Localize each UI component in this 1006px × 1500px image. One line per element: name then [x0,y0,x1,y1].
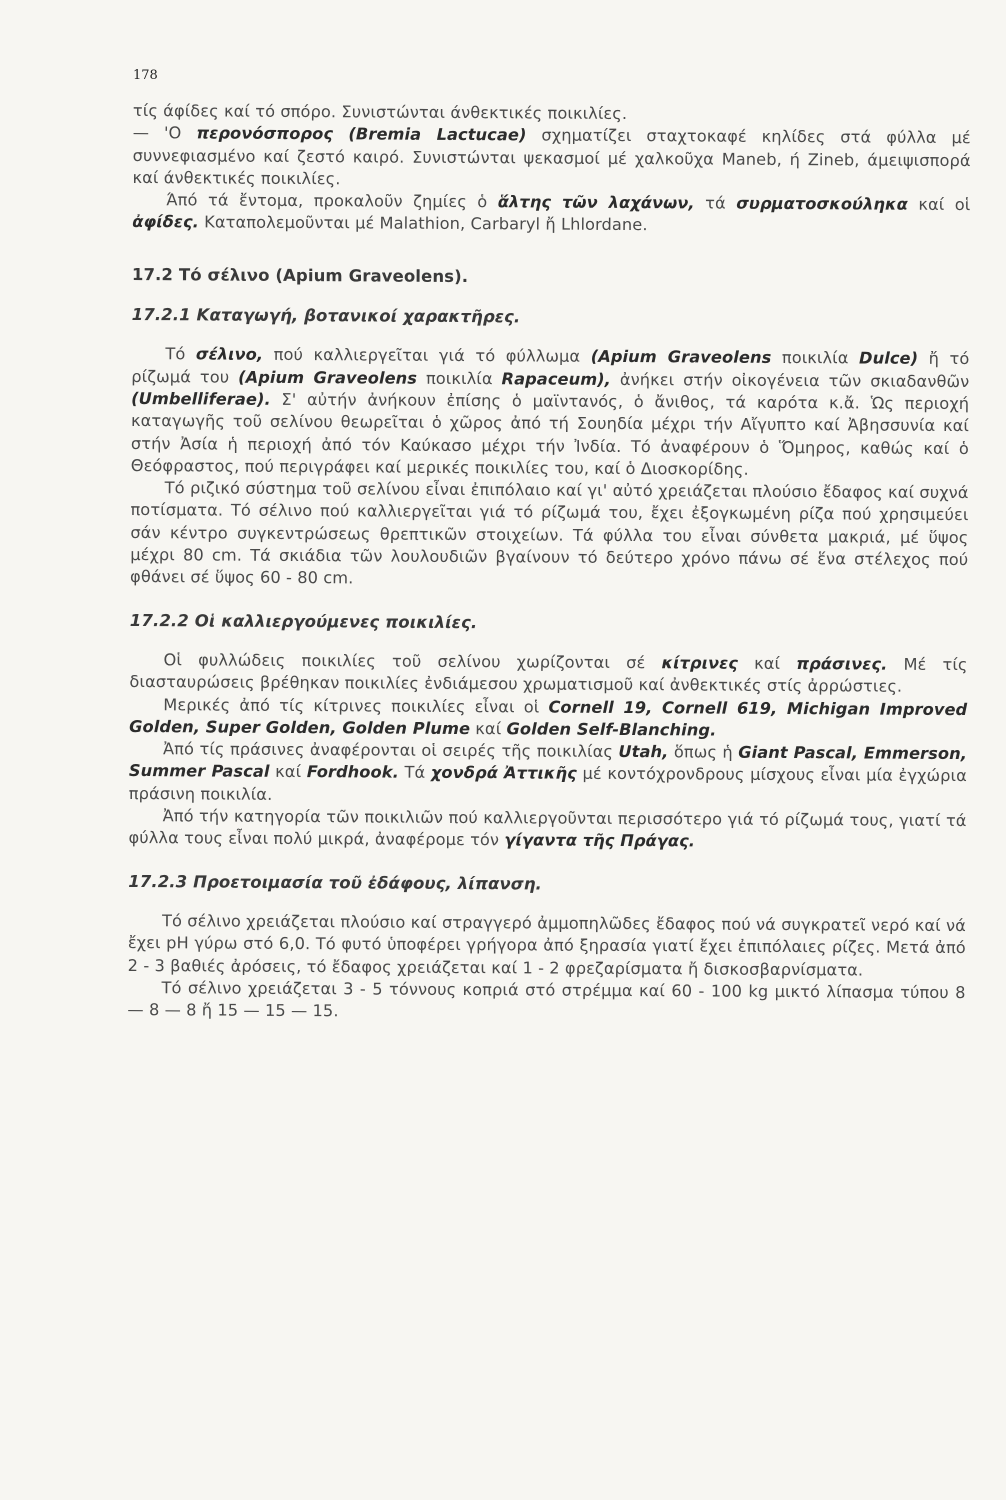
page-number: 178 [133,68,158,83]
text-run: Άπό τά ἔντομα, προκαλοῦν ζημίες ὁ [166,190,498,212]
text-run: Ἀπό τίς πράσινες ἀναφέρονται οἱ σειρές τῆς ποικιλίας [162,739,619,762]
paragraph-root-varieties [128,805,966,855]
paragraph-root-system: Τό ριζικό σύστημα τοῦ σελίνου εἶναι ἐπιπόλαιο καί γι' αὐτό χρειάζεται πλούσιο ἔδαφος καί συχνά ποτίσματα. Τό σέλινο πού καλλιεργεῖται γιά τό ρίζωμά του, ἔχει ἐξογκωμένη ρίζα πού χρησιμεύει σάν κέντρο συγκεντρώσεως θρεπτικῶν στοιχείων. Τά φύλλα του εἶναι σύνθετα μακριά, μέ ὕψος μέχρι 80 cm. Τά σκιάδια τῶν λουλουδιῶν βγαίνουν τό δεύτερο χρόνο πάνω σέ ἕνα στέλεχος πού φθάνει σέ ὕψος 60 - 80 cm. [130,478,969,588]
paragraph-green-varieties [129,738,967,810]
text-run: ἀνήκει στήν οἰκογένεια τῶν σκιαδανθῶν [610,369,970,391]
term-peronospora: περονόσπορος (Bremia Lactucae) [196,123,527,145]
text-run: Μέ τίς διασταυρώσεις βρέθηκαν ποικιλίες ἐνδιάμεσου χρωματισμοῦ καί ἀνθεκτικές στίς ἀρρώστιες. [129,654,968,696]
text-run: καί [470,718,507,739]
paragraph-varieties-intro [129,649,967,699]
term-variety-list: Fordhook. [306,762,399,783]
text-run: Καταπολεμοῦνται μέ Malathion, Carbaryl ἤ Lhlordane. [198,212,648,235]
term-variety-list: Utah, [618,742,669,762]
term-wireworms: συρματοσκούληκα [736,193,908,214]
text-run: τά [694,193,737,213]
text-run: σχηματίζει σταχτοκαφέ κηλίδες στά φύλλα μέ συννεφιασμένο καί ζεστό καιρό. Συνιστώνται ψεκασμοί μέ χαλκοῦχα Maneb, ή Zineb, άμειψισπορά καί άνθεκτικές ποικιλίες. [132,125,971,189]
term-latin: (Apium Graveolens [590,347,772,368]
term-variety-list: Golden Self-Blanching. [506,719,717,740]
text-run: καί [269,762,307,782]
section-title-17-2: 17.2 Τό σέλινο (Apium Graveolens). [131,264,469,286]
section-title-17-2-2: 17.2.2 Οἱ καλλιεργούμενες ποικιλίες. [129,610,478,632]
term-yellow: κίτρινες [661,653,739,673]
term-variety-list: Cornell 19, Cornell 619, Michigan Improved Golden, Super Golden, Golden Plume [129,697,968,738]
text-run: Ἀπό τήν κατηγορία τῶν ποικιλιῶν πού καλλιεργοῦνται περισσότερο γιά τό ρίζωμά τους, γιατί τά φύλλα τους εἶναι πολύ μικρά, ἀναφέρομε τόν [128,806,967,850]
text-run: πού καλλιεργεῖται γιά τό φύλλωμα [263,345,591,367]
text-run: μέ κοντόχρονδρους μίσχους εἶναι μία ἐγχώρια πράσινη ποικιλία. [128,764,967,804]
term-selino: σέλινο, [195,344,264,365]
term-variety-list: γίγαντα τῆς Πράγας. [504,830,696,851]
page-body [127,100,971,1026]
text-run: ὅπως ἡ [668,742,739,762]
term-altis: ἅλτης τῶν λαχάνων, [497,192,695,213]
prev-section-peronospora [132,122,970,194]
text-run: ποικιλία [417,368,502,388]
prev-section-insects [132,189,970,239]
prev-section-line-1: τίς άφίδες καί τό σπόρο. Συνιστώνται άνθεκτικές ποικιλίες. [132,100,628,124]
text-run: Οἱ φυλλώδεις ποικιλίες τοῦ σελίνου χωρίζονται σέ [163,650,662,673]
paragraph-yellow-varieties [129,694,967,744]
text-run: Τό [165,344,197,364]
section-title-17-2-3: 17.2.3 Προετοιμασία τοῦ ἐδάφους, λίπανση. [128,871,543,894]
term-latin: Rapaceum), [501,368,612,389]
paragraph-fertilizer: Τό σέλινο χρειάζεται 3 - 5 τόννους κοπριά στό στρέμμα καί 60 - 100 kg μικτό λίπασμα τύπου 8 — 8 — 8 ἤ 15 — 15 — 15. [127,977,966,1021]
text-run: Τά [398,763,431,783]
term-latin: Dulce) [859,348,919,369]
text-run: καί [737,653,797,673]
text-run: καί οἱ [907,194,971,215]
term-latin: (Apium Graveolens [238,367,418,388]
term-variety-list: Giant Pascal, Emmerson, Summer Pascal [128,742,968,782]
term-aphids: ἀφίδες. [132,212,199,232]
text-run: — 'Ο [132,123,197,143]
term-variety-list: χονδρά Ἀττικῆς [430,763,577,784]
paragraph-soil: Τό σέλινο χρειάζεται πλούσιο καί στραγγερό ἀμμοπηλῶδες ἔδαφος πού νά συγκρατεῖ νερό καί νά ἔχει pH γύρω στό 6,0. Τό φυτό ὑποφέρει γρήγορα ἀπό ξηρασία γιατί ἔχει ἐπιπόλαιες ρίζες. Μετά ἀπό 2 - 3 βαθιές ἀρόσεις, τό ἔδαφος χρειάζεται καί 1 - 2 φρεζαρίσματα ἤ δισκοσβαρνίσματα. [127,911,967,979]
term-latin: (Umbelliferae). [131,388,271,409]
text-run: Σ' αὐτήν ἀνήκουν ἐπίσης ὁ μαϊντανός, ὁ ἄνιθος, τά καρότα κ.ἄ. Ὡς περιοχή καταγωγῆς τοῦ σελίνου θεωρεῖται ὁ χῶρος ἀπό τή Σουηδία μέχρι τήν Αἴγυπτο καί Ἀβησσυνία καί στήν Ἀσία ἡ περιοχή ἀπό τόν Καύκασο μέχρι τήν Ἰνδία. Τό ἀναφέρουν ὁ Ὅμηρος, καθώς καί ὁ Θεόφραστος, πού περιγράφει καί μερικές ποικιλίες του, καί ὁ Διοσκορίδης. [130,389,970,479]
text-run: ποικιλία [771,348,860,368]
section-title-17-2-1: 17.2.1 Καταγωγή, βοτανικοί χαρακτῆρες. [131,305,521,327]
text-run: Μερικές ἀπό τίς κίτρινες ποικιλίες εἶναι οἱ [163,694,549,717]
paragraph-origin [131,343,970,482]
term-green: πράσινες. [796,653,888,674]
text-run: ἤ τό ρίζωμά του [131,349,970,387]
